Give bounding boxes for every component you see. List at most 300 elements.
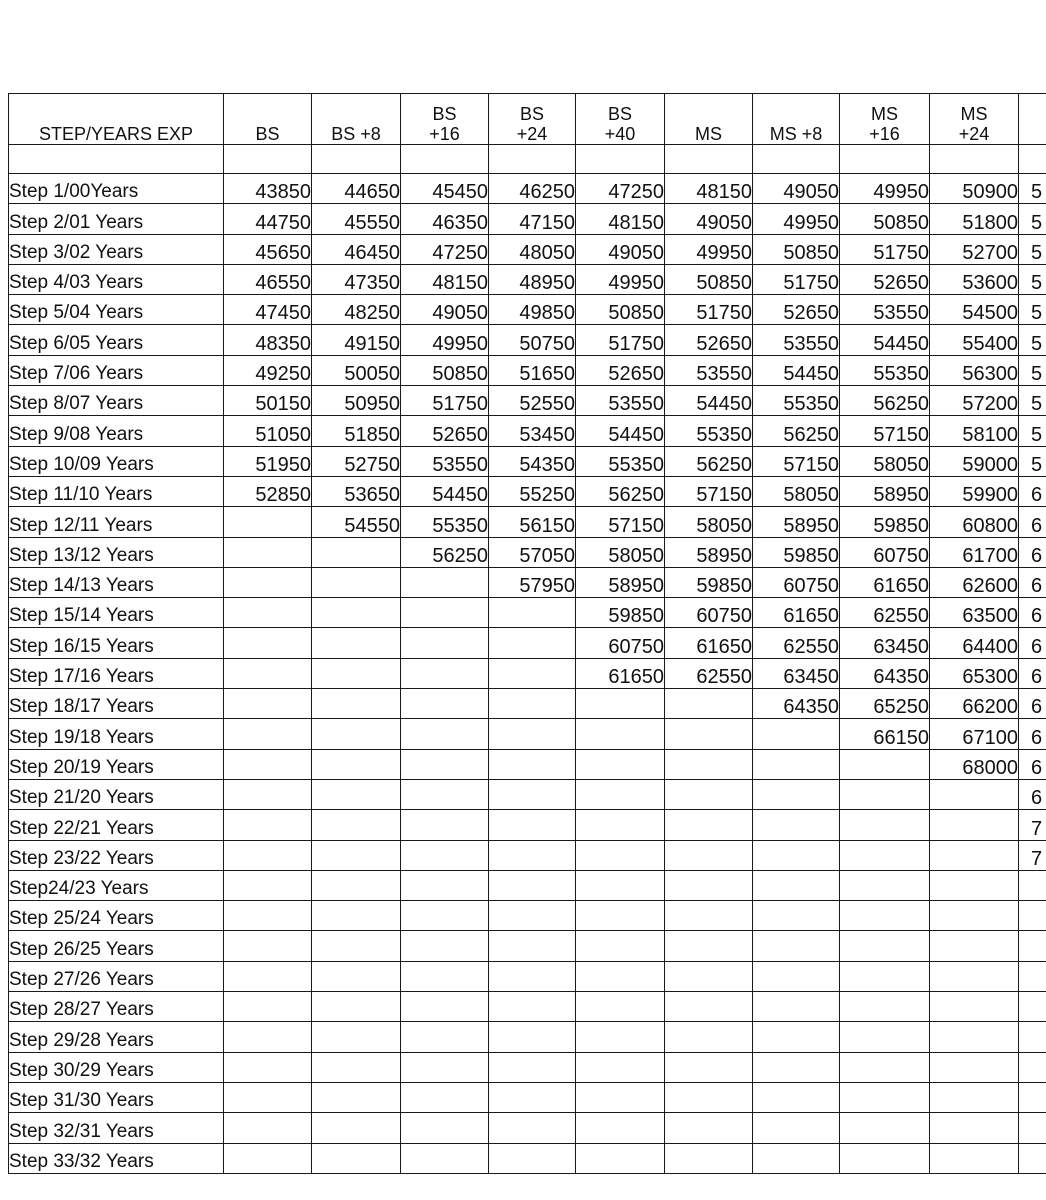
table-cell bbox=[9, 145, 224, 174]
salary-cell bbox=[930, 870, 1019, 900]
salary-cell bbox=[224, 1022, 312, 1052]
column-header bbox=[753, 94, 840, 145]
salary-cell: 62550 bbox=[753, 628, 840, 658]
salary-cell: 51750 bbox=[401, 386, 489, 416]
salary-cell bbox=[401, 870, 489, 900]
salary-cell bbox=[401, 689, 489, 719]
salary-cell: 57950 bbox=[489, 567, 576, 597]
salary-cell bbox=[312, 537, 401, 567]
salary-cell: 53450 bbox=[489, 416, 576, 446]
salary-cell bbox=[312, 598, 401, 628]
salary-cell bbox=[665, 931, 753, 961]
row-label: Step 2/01 Years bbox=[9, 204, 224, 234]
salary-cell: 54450 bbox=[665, 386, 753, 416]
salary-cell bbox=[753, 992, 840, 1022]
salary-cell bbox=[401, 992, 489, 1022]
salary-cell: 56250 bbox=[665, 446, 753, 476]
table-row bbox=[9, 992, 1046, 1022]
column-header bbox=[930, 94, 1019, 145]
salary-cell: 61700 bbox=[930, 537, 1019, 567]
salary-cell: 68000 bbox=[930, 749, 1019, 779]
row-label: Step 15/14 Years bbox=[9, 598, 224, 628]
table-row bbox=[9, 446, 1046, 476]
salary-cell bbox=[665, 840, 753, 870]
salary-cell bbox=[401, 1022, 489, 1052]
salary-cell: 50050 bbox=[312, 355, 401, 385]
salary-cell: 54350 bbox=[489, 446, 576, 476]
salary-cell: 59850 bbox=[840, 507, 930, 537]
row-label: Step 6/05 Years bbox=[9, 325, 224, 355]
table-row bbox=[9, 386, 1046, 416]
salary-cell: 6 bbox=[1019, 719, 1046, 749]
salary-cell: 58100 bbox=[930, 416, 1019, 446]
salary-cell bbox=[840, 1082, 930, 1112]
salary-cell bbox=[224, 628, 312, 658]
salary-cell bbox=[312, 870, 401, 900]
table-row bbox=[9, 1143, 1046, 1173]
table-row bbox=[9, 961, 1046, 991]
row-label: Step 10/09 Years bbox=[9, 446, 224, 476]
salary-cell bbox=[489, 901, 576, 931]
salary-cell bbox=[312, 1113, 401, 1143]
salary-cell bbox=[753, 779, 840, 809]
salary-cell bbox=[665, 810, 753, 840]
salary-cell bbox=[489, 992, 576, 1022]
header-row bbox=[9, 94, 1046, 145]
salary-cell bbox=[224, 507, 312, 537]
column-header-step: STEP/YEARS EXP bbox=[9, 94, 224, 145]
salary-cell bbox=[489, 719, 576, 749]
salary-cell bbox=[576, 1052, 665, 1082]
table-row bbox=[9, 779, 1046, 809]
row-label: Step 23/22 Years bbox=[9, 840, 224, 870]
salary-cell bbox=[665, 870, 753, 900]
salary-cell: 63500 bbox=[930, 598, 1019, 628]
table-row bbox=[9, 567, 1046, 597]
row-label: Step 29/28 Years bbox=[9, 1022, 224, 1052]
salary-cell: 49950 bbox=[665, 234, 753, 264]
salary-cell bbox=[489, 961, 576, 991]
salary-cell bbox=[576, 1113, 665, 1143]
salary-cell: 52550 bbox=[489, 386, 576, 416]
salary-schedule bbox=[8, 93, 1046, 1174]
salary-cell bbox=[401, 1052, 489, 1082]
salary-cell bbox=[401, 1143, 489, 1173]
salary-cell: 46250 bbox=[489, 174, 576, 204]
salary-cell bbox=[576, 1143, 665, 1173]
salary-cell bbox=[1019, 992, 1046, 1022]
column-header bbox=[312, 94, 401, 145]
salary-cell: 47150 bbox=[489, 204, 576, 234]
column-header-line1: BS bbox=[607, 104, 632, 124]
salary-cell: 52650 bbox=[576, 355, 665, 385]
salary-cell: 61650 bbox=[665, 628, 753, 658]
salary-cell: 52750 bbox=[312, 446, 401, 476]
salary-cell bbox=[224, 840, 312, 870]
salary-cell bbox=[665, 901, 753, 931]
salary-cell bbox=[665, 689, 753, 719]
salary-cell: 53550 bbox=[576, 386, 665, 416]
salary-cell: 65250 bbox=[840, 689, 930, 719]
salary-cell bbox=[840, 1022, 930, 1052]
salary-cell bbox=[753, 1022, 840, 1052]
table-row bbox=[9, 325, 1046, 355]
salary-cell bbox=[576, 1022, 665, 1052]
salary-cell bbox=[576, 719, 665, 749]
salary-cell bbox=[930, 1022, 1019, 1052]
table-row bbox=[9, 870, 1046, 900]
table-row bbox=[9, 1052, 1046, 1082]
table-row bbox=[9, 749, 1046, 779]
salary-cell: 67100 bbox=[930, 719, 1019, 749]
table-row bbox=[9, 931, 1046, 961]
column-header-line2: BS +8 bbox=[331, 124, 381, 144]
salary-cell bbox=[930, 901, 1019, 931]
table-cell bbox=[665, 145, 753, 174]
salary-cell: 47450 bbox=[224, 295, 312, 325]
salary-cell bbox=[224, 689, 312, 719]
salary-cell: 51850 bbox=[312, 416, 401, 446]
row-label: Step 14/13 Years bbox=[9, 567, 224, 597]
salary-cell: 63450 bbox=[840, 628, 930, 658]
salary-cell bbox=[401, 598, 489, 628]
salary-cell: 47250 bbox=[401, 234, 489, 264]
salary-cell bbox=[930, 810, 1019, 840]
salary-cell bbox=[224, 537, 312, 567]
salary-cell: 55350 bbox=[665, 416, 753, 446]
salary-cell: 51650 bbox=[489, 355, 576, 385]
salary-cell bbox=[930, 779, 1019, 809]
salary-cell: 48950 bbox=[489, 264, 576, 294]
salary-cell: 59000 bbox=[930, 446, 1019, 476]
salary-cell bbox=[840, 901, 930, 931]
salary-cell: 49950 bbox=[576, 264, 665, 294]
salary-cell bbox=[1019, 1052, 1046, 1082]
salary-cell bbox=[665, 719, 753, 749]
salary-cell bbox=[401, 1113, 489, 1143]
salary-cell: 6 bbox=[1019, 628, 1046, 658]
salary-cell bbox=[489, 931, 576, 961]
column-header bbox=[401, 94, 489, 145]
salary-cell bbox=[840, 992, 930, 1022]
salary-cell bbox=[224, 779, 312, 809]
column-header-line2: MS bbox=[695, 124, 722, 144]
table-row bbox=[9, 810, 1046, 840]
salary-cell bbox=[312, 567, 401, 597]
salary-cell bbox=[665, 1113, 753, 1143]
salary-cell: 49050 bbox=[576, 234, 665, 264]
salary-cell bbox=[312, 1052, 401, 1082]
salary-cell: 52650 bbox=[401, 416, 489, 446]
table-row bbox=[9, 264, 1046, 294]
salary-cell bbox=[312, 810, 401, 840]
row-label: Step 9/08 Years bbox=[9, 416, 224, 446]
salary-cell bbox=[665, 992, 753, 1022]
salary-cell bbox=[224, 719, 312, 749]
salary-cell: 56250 bbox=[576, 476, 665, 506]
salary-cell: 59850 bbox=[576, 598, 665, 628]
salary-cell bbox=[576, 961, 665, 991]
salary-cell: 47250 bbox=[576, 174, 665, 204]
salary-cell bbox=[576, 901, 665, 931]
table-cell bbox=[1019, 145, 1046, 174]
salary-cell bbox=[312, 1082, 401, 1112]
salary-cell bbox=[401, 961, 489, 991]
table-row bbox=[9, 507, 1046, 537]
salary-cell bbox=[1019, 1022, 1046, 1052]
salary-cell: 5 bbox=[1019, 174, 1046, 204]
row-label: Step 7/06 Years bbox=[9, 355, 224, 385]
salary-cell bbox=[312, 961, 401, 991]
salary-cell bbox=[1019, 961, 1046, 991]
salary-cell bbox=[753, 749, 840, 779]
salary-cell bbox=[753, 961, 840, 991]
salary-cell: 44750 bbox=[224, 204, 312, 234]
salary-cell bbox=[312, 840, 401, 870]
row-label: Step 5/04 Years bbox=[9, 295, 224, 325]
salary-cell bbox=[489, 598, 576, 628]
salary-cell: 61650 bbox=[753, 598, 840, 628]
salary-cell bbox=[665, 1082, 753, 1112]
salary-cell bbox=[840, 840, 930, 870]
salary-cell: 7 bbox=[1019, 810, 1046, 840]
salary-cell: 54450 bbox=[753, 355, 840, 385]
row-label: Step 22/21 Years bbox=[9, 810, 224, 840]
salary-cell bbox=[930, 840, 1019, 870]
salary-cell: 53550 bbox=[753, 325, 840, 355]
salary-cell bbox=[576, 779, 665, 809]
salary-cell: 45550 bbox=[312, 204, 401, 234]
salary-cell bbox=[489, 1143, 576, 1173]
table-row bbox=[9, 234, 1046, 264]
salary-cell: 50850 bbox=[753, 234, 840, 264]
salary-cell bbox=[224, 810, 312, 840]
table-cell bbox=[489, 145, 576, 174]
column-header-line2: +24 bbox=[516, 124, 548, 144]
salary-cell: 58050 bbox=[665, 507, 753, 537]
salary-cell: 58050 bbox=[576, 537, 665, 567]
salary-cell: 50850 bbox=[576, 295, 665, 325]
column-header-line2: BS bbox=[255, 124, 280, 144]
salary-cell: 65300 bbox=[930, 658, 1019, 688]
table-cell bbox=[224, 145, 312, 174]
salary-cell: 51050 bbox=[224, 416, 312, 446]
salary-cell bbox=[753, 1113, 840, 1143]
salary-cell: 50750 bbox=[489, 325, 576, 355]
salary-cell bbox=[312, 658, 401, 688]
table-row bbox=[9, 174, 1046, 204]
salary-cell bbox=[665, 1022, 753, 1052]
salary-cell bbox=[930, 931, 1019, 961]
salary-cell bbox=[930, 1082, 1019, 1112]
salary-cell: 53600 bbox=[930, 264, 1019, 294]
column-header bbox=[224, 94, 312, 145]
salary-cell: 56300 bbox=[930, 355, 1019, 385]
salary-cell: 53550 bbox=[840, 295, 930, 325]
salary-cell bbox=[489, 1022, 576, 1052]
column-header bbox=[665, 94, 753, 145]
salary-cell: 57200 bbox=[930, 386, 1019, 416]
salary-cell bbox=[753, 870, 840, 900]
salary-cell bbox=[665, 1052, 753, 1082]
salary-cell: 62550 bbox=[665, 658, 753, 688]
salary-cell bbox=[401, 931, 489, 961]
column-header bbox=[1019, 94, 1046, 145]
salary-cell bbox=[489, 658, 576, 688]
salary-cell bbox=[224, 567, 312, 597]
salary-cell: 53650 bbox=[312, 476, 401, 506]
table-row bbox=[9, 204, 1046, 234]
table-cell bbox=[576, 145, 665, 174]
salary-cell bbox=[312, 1143, 401, 1173]
column-header-line1: BS bbox=[432, 104, 457, 124]
salary-cell bbox=[840, 779, 930, 809]
salary-cell bbox=[753, 901, 840, 931]
salary-cell: 58950 bbox=[665, 537, 753, 567]
salary-cell bbox=[665, 779, 753, 809]
salary-cell: 48150 bbox=[665, 174, 753, 204]
salary-cell bbox=[1019, 1143, 1046, 1173]
salary-cell: 49950 bbox=[840, 174, 930, 204]
salary-cell: 50850 bbox=[401, 355, 489, 385]
salary-cell bbox=[401, 567, 489, 597]
row-label: Step 11/10 Years bbox=[9, 476, 224, 506]
salary-cell bbox=[224, 1113, 312, 1143]
salary-cell: 48350 bbox=[224, 325, 312, 355]
salary-cell bbox=[1019, 1113, 1046, 1143]
salary-cell bbox=[401, 901, 489, 931]
salary-cell: 52650 bbox=[753, 295, 840, 325]
salary-cell: 54450 bbox=[840, 325, 930, 355]
column-header-line2: MS +8 bbox=[769, 124, 823, 144]
salary-cell bbox=[840, 1113, 930, 1143]
column-header bbox=[840, 94, 930, 145]
salary-cell: 6 bbox=[1019, 598, 1046, 628]
salary-cell bbox=[665, 1143, 753, 1173]
salary-cell: 52650 bbox=[665, 325, 753, 355]
row-label: Step 18/17 Years bbox=[9, 689, 224, 719]
salary-cell: 57150 bbox=[665, 476, 753, 506]
table-row bbox=[9, 537, 1046, 567]
salary-cell: 61650 bbox=[840, 567, 930, 597]
salary-cell bbox=[840, 931, 930, 961]
salary-cell bbox=[840, 749, 930, 779]
salary-cell: 48150 bbox=[576, 204, 665, 234]
salary-cell: 51800 bbox=[930, 204, 1019, 234]
salary-cell: 53550 bbox=[401, 446, 489, 476]
salary-cell: 58950 bbox=[840, 476, 930, 506]
salary-cell bbox=[576, 749, 665, 779]
row-label: Step 13/12 Years bbox=[9, 537, 224, 567]
salary-cell: 56250 bbox=[840, 386, 930, 416]
salary-cell bbox=[401, 719, 489, 749]
column-header-line2: +24 bbox=[958, 124, 990, 144]
table-cell bbox=[753, 145, 840, 174]
salary-cell bbox=[1019, 901, 1046, 931]
salary-cell bbox=[312, 901, 401, 931]
row-label: Step 26/25 Years bbox=[9, 931, 224, 961]
row-label: Step 31/30 Years bbox=[9, 1082, 224, 1112]
salary-cell: 52700 bbox=[930, 234, 1019, 264]
salary-cell bbox=[1019, 931, 1046, 961]
column-header bbox=[576, 94, 665, 145]
salary-cell: 51750 bbox=[576, 325, 665, 355]
salary-cell: 6 bbox=[1019, 689, 1046, 719]
salary-cell bbox=[489, 1052, 576, 1082]
salary-cell bbox=[576, 810, 665, 840]
salary-cell bbox=[224, 598, 312, 628]
table-row bbox=[9, 295, 1046, 325]
salary-cell: 59900 bbox=[930, 476, 1019, 506]
row-label: Step 28/27 Years bbox=[9, 992, 224, 1022]
row-label: Step 16/15 Years bbox=[9, 628, 224, 658]
salary-cell bbox=[930, 992, 1019, 1022]
salary-cell bbox=[489, 689, 576, 719]
row-label: Step 32/31 Years bbox=[9, 1113, 224, 1143]
salary-cell bbox=[224, 749, 312, 779]
table-row bbox=[9, 476, 1046, 506]
salary-cell bbox=[224, 992, 312, 1022]
salary-cell: 6 bbox=[1019, 537, 1046, 567]
row-label: Step 1/00Years bbox=[9, 174, 224, 204]
salary-cell bbox=[489, 1113, 576, 1143]
row-label: Step24/23 Years bbox=[9, 870, 224, 900]
column-header-line2: +16 bbox=[429, 124, 460, 144]
salary-cell: 51750 bbox=[753, 264, 840, 294]
salary-cell bbox=[840, 870, 930, 900]
salary-cell: 58950 bbox=[753, 507, 840, 537]
salary-cell: 55350 bbox=[753, 386, 840, 416]
salary-cell bbox=[489, 840, 576, 870]
salary-cell: 60750 bbox=[665, 598, 753, 628]
row-label: Step 33/32 Years bbox=[9, 1143, 224, 1173]
salary-cell: 58950 bbox=[576, 567, 665, 597]
salary-cell: 50150 bbox=[224, 386, 312, 416]
salary-cell bbox=[576, 840, 665, 870]
column-header-line1: MS bbox=[871, 104, 898, 124]
salary-cell: 45450 bbox=[401, 174, 489, 204]
row-label: Step 30/29 Years bbox=[9, 1052, 224, 1082]
table-row bbox=[9, 689, 1046, 719]
salary-cell: 66200 bbox=[930, 689, 1019, 719]
table-row bbox=[9, 1113, 1046, 1143]
salary-cell bbox=[576, 931, 665, 961]
column-header-line1: BS bbox=[519, 104, 544, 124]
salary-cell bbox=[401, 840, 489, 870]
salary-cell bbox=[489, 870, 576, 900]
salary-cell: 45650 bbox=[224, 234, 312, 264]
table-row bbox=[9, 658, 1046, 688]
salary-cell: 7 bbox=[1019, 840, 1046, 870]
salary-cell bbox=[576, 1082, 665, 1112]
salary-cell bbox=[489, 779, 576, 809]
salary-cell: 6 bbox=[1019, 476, 1046, 506]
table-row bbox=[9, 416, 1046, 446]
salary-cell: 57150 bbox=[753, 446, 840, 476]
salary-cell: 55350 bbox=[401, 507, 489, 537]
salary-cell: 57150 bbox=[840, 416, 930, 446]
salary-cell: 59850 bbox=[665, 567, 753, 597]
salary-cell bbox=[489, 749, 576, 779]
salary-cell bbox=[840, 961, 930, 991]
salary-cell bbox=[312, 628, 401, 658]
salary-cell: 5 bbox=[1019, 234, 1046, 264]
salary-cell: 5 bbox=[1019, 325, 1046, 355]
salary-cell bbox=[753, 1143, 840, 1173]
salary-cell bbox=[753, 810, 840, 840]
salary-cell: 49950 bbox=[401, 325, 489, 355]
salary-cell: 57150 bbox=[576, 507, 665, 537]
